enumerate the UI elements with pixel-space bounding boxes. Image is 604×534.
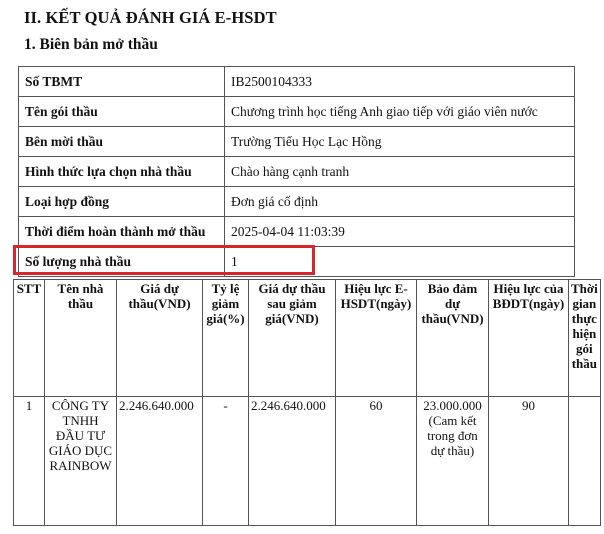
subsection-heading: 1. Biên bản mở thầu bbox=[24, 36, 158, 53]
info-label: Hình thức lựa chọn nhà thầu bbox=[19, 157, 225, 187]
bid-results-table bbox=[13, 279, 601, 526]
info-value: 1 bbox=[225, 247, 575, 277]
info-label: Thời điểm hoàn thành mở thầu bbox=[19, 217, 225, 247]
cell-guarantee-validity: 90 bbox=[489, 397, 569, 526]
info-value: Chương trình học tiếng Anh giao tiếp với giáo viên nước bbox=[225, 97, 575, 127]
cell-price-after: 2.246.640.000 bbox=[249, 397, 336, 526]
col-header-stt: STT bbox=[14, 280, 45, 397]
cell-discount: - bbox=[203, 397, 249, 526]
table-row bbox=[14, 397, 601, 526]
info-label: Số TBMT bbox=[19, 67, 225, 97]
info-label: Bên mời thầu bbox=[19, 127, 225, 157]
col-header-validity: Hiệu lực E-HSDT(ngày) bbox=[336, 280, 417, 397]
info-row bbox=[19, 187, 575, 217]
cell-stt: 1 bbox=[14, 397, 45, 526]
info-value: Đơn giá cố định bbox=[225, 187, 575, 217]
info-label: Tên gói thầu bbox=[19, 97, 225, 127]
info-row bbox=[19, 97, 575, 127]
info-row bbox=[19, 217, 575, 247]
info-row bbox=[19, 127, 575, 157]
col-header-price: Giá dự thầu(VND) bbox=[117, 280, 203, 397]
col-header-discount: Tỷ lệ giảm giá(%) bbox=[203, 280, 249, 397]
cell-duration bbox=[569, 397, 601, 526]
col-header-duration: Thời gian thực hiện gói thầu bbox=[569, 280, 601, 397]
col-header-price-after: Giá dự thầu sau giảm giá(VND) bbox=[249, 280, 336, 397]
cell-guarantee: 23.000.000 (Cam kết trong đơn dự thầu) bbox=[417, 397, 489, 526]
info-row bbox=[19, 67, 575, 97]
highlight-box bbox=[13, 245, 315, 275]
col-header-guarantee-validity: Hiệu lực của BĐDT(ngày) bbox=[489, 280, 569, 397]
col-header-guarantee: Bảo đảm dự thầu(VND) bbox=[417, 280, 489, 397]
cell-name: CÔNG TY TNHH ĐẦU TƯ GIÁO DỤC RAINBOW bbox=[45, 397, 117, 526]
col-header-name: Tên nhà thầu bbox=[45, 280, 117, 397]
table-header-row bbox=[14, 280, 601, 397]
info-label: Loại hợp đồng bbox=[19, 187, 225, 217]
cell-validity: 60 bbox=[336, 397, 417, 526]
info-value: Chào hàng cạnh tranh bbox=[225, 157, 575, 187]
section-heading: II. KẾT QUẢ ĐÁNH GIÁ E-HSDT bbox=[24, 8, 277, 27]
cell-price: 2.246.640.000 bbox=[117, 397, 203, 526]
info-value: 2025-04-04 11:03:39 bbox=[225, 217, 575, 247]
info-row bbox=[19, 157, 575, 187]
info-value: IB2500104333 bbox=[225, 67, 575, 97]
info-value: Trường Tiểu Học Lạc Hồng bbox=[225, 127, 575, 157]
info-label: Số lượng nhà thầu bbox=[19, 247, 225, 277]
